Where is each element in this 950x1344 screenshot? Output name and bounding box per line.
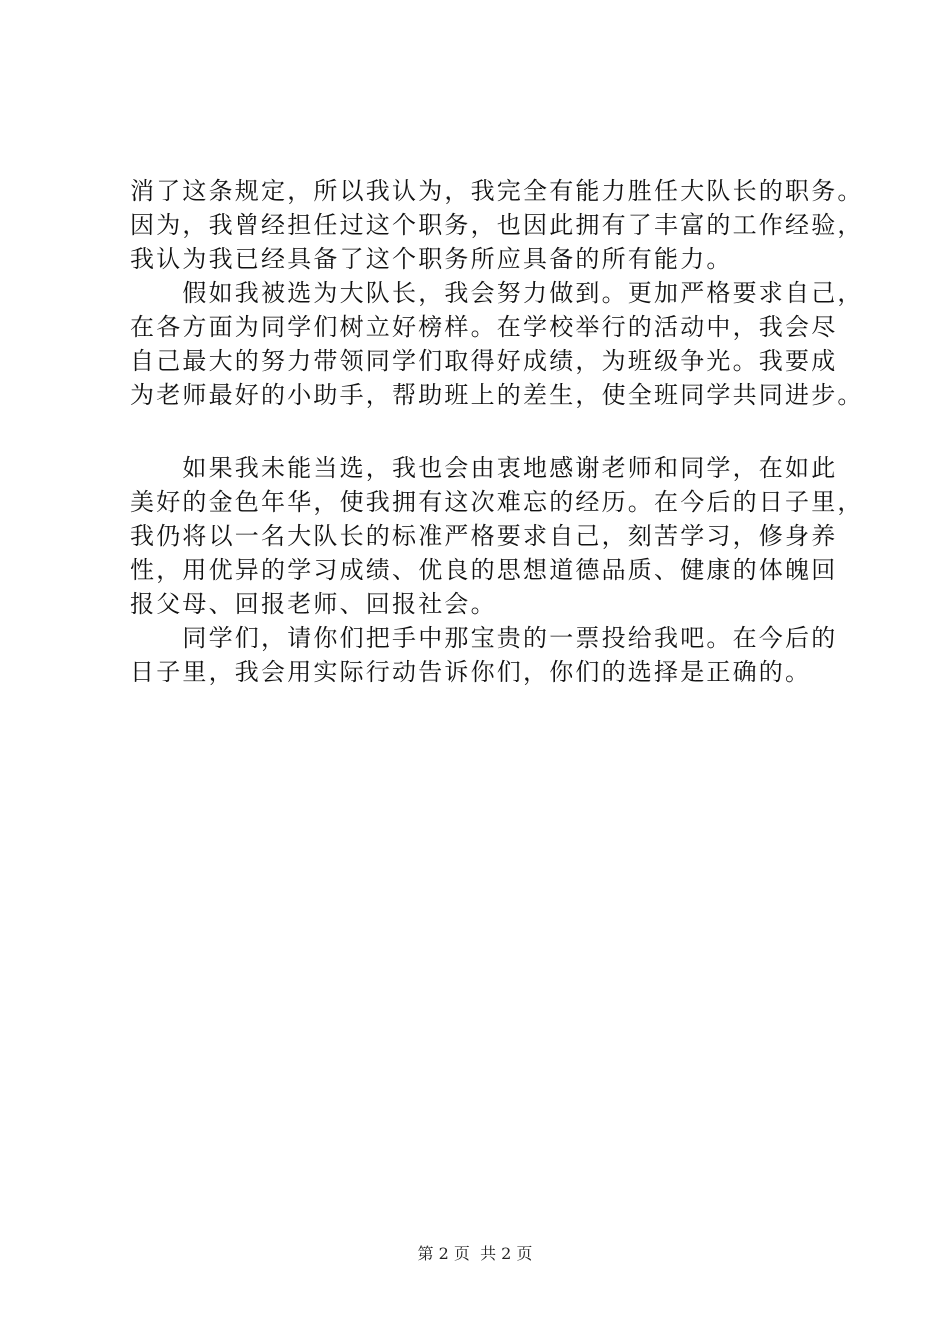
page-number-footer: 第 2 页 共 2 页 — [417, 1244, 533, 1263]
text-line: 报父母、回报老师、回报社会。 — [130, 590, 497, 618]
text-line: 美好的金色年华，使我拥有这次难忘的经历。在今后的日子里， — [130, 488, 864, 516]
text-line: 我认为我已经具备了这个职务所应具备的所有能力。 — [130, 245, 733, 273]
text-line: 为老师最好的小助手，帮助班上的差生，使全班同学共同进步。 — [130, 381, 864, 409]
text-line: 在各方面为同学们树立好榜样。在学校举行的活动中，我会尽 — [130, 313, 838, 341]
text-line: 自己最大的努力带领同学们取得好成绩，为班级争光。我要成 — [130, 347, 838, 375]
text-line: 如果我未能当选，我也会由衷地感谢老师和同学，在如此 — [130, 454, 838, 482]
text-line: 同学们，请你们把手中那宝贵的一票投给我吧。在今后的 — [130, 624, 838, 652]
text-line: 消了这条规定，所以我认为，我完全有能力胜任大队长的职务。 — [130, 177, 864, 205]
text-line: 性，用优异的学习成绩、优良的思想道德品质、健康的体魄回 — [130, 556, 838, 584]
text-line: 日子里，我会用实际行动告诉你们，你们的选择是正确的。 — [130, 658, 812, 686]
blank-line — [130, 412, 850, 451]
text-line: 我仍将以一名大队长的标准严格要求自己，刻苦学习，修身养 — [130, 522, 838, 550]
text-line: 因为，我曾经担任过这个职务，也因此拥有了丰富的工作经验， — [130, 211, 864, 239]
body-text — [130, 174, 864, 689]
text-line: 假如我被选为大队长，我会努力做到。更加严格要求自己， — [130, 279, 864, 307]
